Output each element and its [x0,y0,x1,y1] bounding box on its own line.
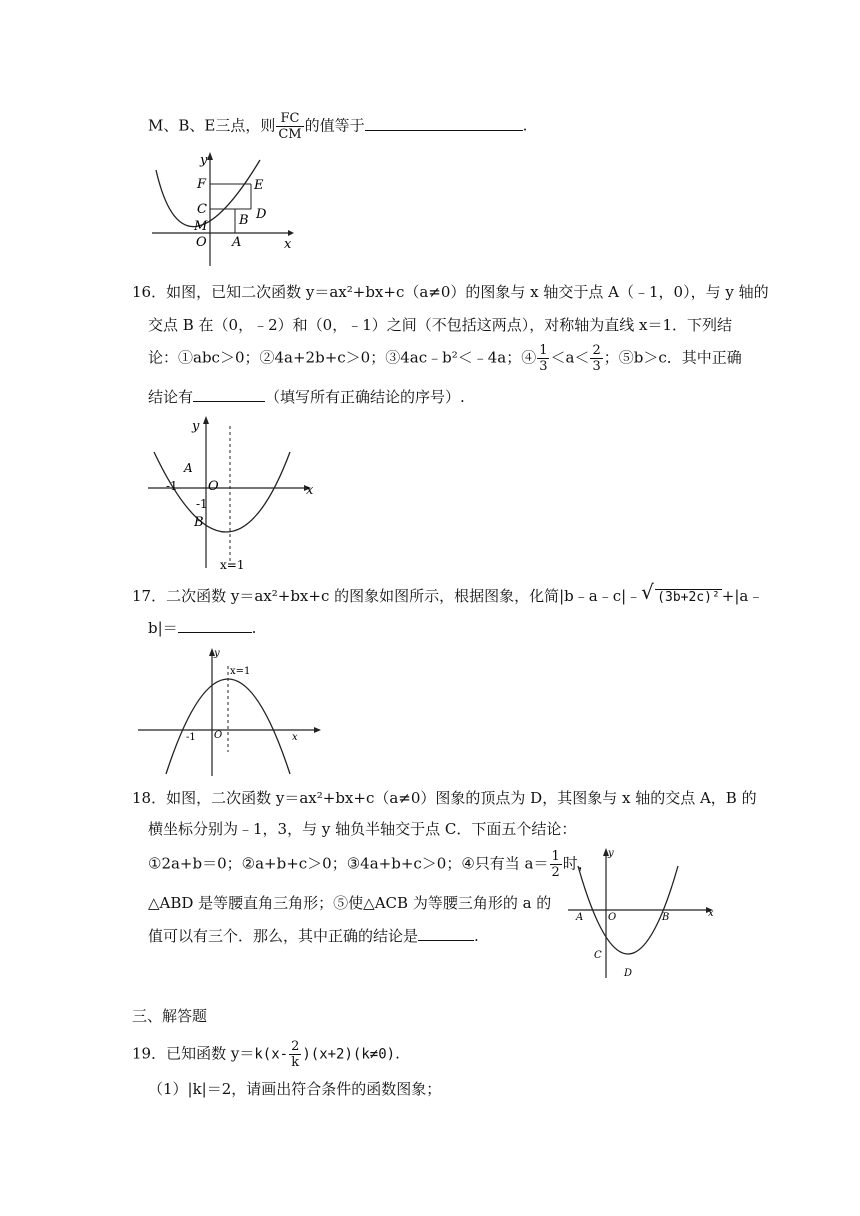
q17-line1-end: +|a﹣ [721,587,764,605]
label-minus1: -1 [166,479,178,493]
q18-line3-b: 时， [562,854,593,873]
q15-fraction [276,112,303,141]
frac-den: k [291,1055,300,1070]
label-C: C [197,202,207,217]
q15-frac-num: FC [276,112,303,127]
q16-frac-one-third [537,344,549,373]
q17-answer-blank[interactable] [178,618,252,633]
q18-line5 [148,925,479,947]
q16-line4-a: 结论有 [148,388,194,406]
label-y: y [192,419,200,434]
q16-line1: 16．如图，已知二次函数 y＝ax²+bx+c（a≠0）的图象与 x 轴交于点 A（﹣1，0），与 y 轴的 [132,283,769,301]
label-axis-x1: x=1 [220,558,245,572]
label-D: D [624,968,633,979]
q16-line4 [148,386,465,408]
q19-end: . [395,1044,400,1063]
q15-end: . [522,116,528,135]
q16-frac-two-thirds [590,344,602,373]
q15-post: 的值等于 [304,116,365,135]
q18-line5-b: . [474,927,479,945]
q15-frac-den: CM [278,127,302,142]
label-x: x [284,237,292,252]
label-y: y [200,153,208,168]
label-O: O [608,912,617,923]
q16-line2: 交点 B 在（0，﹣2）和（0，﹣1）之间（不包括这两点），对称轴为直线 x＝1．下列结 [148,316,733,334]
q17-radicand: (3b+2c)² [657,590,720,605]
label-x: x [708,908,714,919]
q17-sqrt: √ (3b+2c)² [641,580,720,605]
q19-pre: 19．已知函数 y＝ [132,1044,255,1063]
q15-pre: M、B、E三点，则 [148,116,276,135]
label-minus1-y: -1 [196,497,208,511]
label-minus1: -1 [186,732,196,743]
frac-den: 2 [551,865,560,880]
frac-num: 1 [551,849,560,864]
q19-line [132,1040,400,1069]
frac-num: 1 [539,343,548,358]
label-O: O [196,235,207,250]
q16-line3-c: ；⑤b＞c．其中正确 [603,348,742,367]
q17-line2-b: . [251,619,257,637]
q18-line3 [148,850,593,879]
label-C: C [594,950,602,961]
q16-figure [144,412,324,572]
x-axis-arrow [288,230,294,236]
label-B: B [239,213,249,228]
q17-line2-a: b|＝ [148,619,178,637]
label-y: y [214,648,220,659]
label-F: F [197,177,207,192]
label-A: A [184,461,193,475]
frac-num: 2 [592,343,601,358]
q18-line4: △ABD 是等腰直角三角形；⑤使△ACB 为等腰三角形的 a 的 [148,894,552,912]
q18-answer-blank[interactable] [418,926,474,941]
frac-den: 3 [592,359,601,374]
q19-expr-b: )(x+2)(k≠0) [302,1046,396,1063]
label-D: D [256,207,267,222]
q16-line3 [148,344,742,373]
q19-part1: （1）|k|＝2，请画出符合条件的函数图象； [148,1080,442,1098]
y-axis-arrow [207,152,213,160]
q18-frac-half [550,850,562,879]
label-y: y [608,848,614,859]
label-O: O [208,479,219,494]
q15-line [148,112,527,141]
q19-expr-a: k(x- [254,1046,289,1063]
label-O: O [214,730,223,741]
q18-line1: 18．如图，二次函数 y＝ax²+bx+c（a≠0）图象的顶点为 D，其图象与 x 轴的交点 A，B 的 [132,789,757,807]
q17-figure [134,644,334,780]
label-M: M [194,219,208,234]
label-B: B [194,515,204,530]
label-x: x [306,483,314,498]
x-axis-arrow [314,727,321,733]
section-title: 三、解答题 [132,1007,208,1025]
q15-answer-blank[interactable] [365,116,523,131]
q16-answer-blank[interactable] [193,387,265,402]
q18-line2: 横坐标分别为﹣1，3，与 y 轴负半轴交于点 C．下面五个结论： [148,820,577,838]
q17-line2 [148,617,256,639]
q15-figure [148,148,308,272]
q16-line3-a: 论：①abc＞0；②4a+2b+c＞0；③4ac﹣b²＜﹣4a；④ [148,348,537,367]
q16-line4-b: （填写所有正确结论的序号）. [265,388,465,406]
q16-line3-b: ＜a＜ [550,348,590,367]
q18-figure [562,842,722,982]
frac-den: 3 [539,359,548,374]
y-axis-arrow [203,416,209,424]
frac-num: 2 [291,1039,300,1054]
label-A: A [232,235,242,250]
label-E: E [254,178,264,193]
label-B: B [662,912,670,923]
q19-frac [289,1040,301,1069]
q17-line1 [132,580,764,609]
label-x: x [292,732,298,743]
q18-line5-a: 值可以有三个．那么，其中正确的结论是 [148,927,419,945]
q17-line1-text: 17．二次函数 y＝ax²+bx+c 的图象如图所示，根据图象，化简|b﹣a﹣c|﹣ [132,587,642,605]
label-axis-x1: x=1 [230,666,251,677]
q18-line3-a: ①2a+b＝0；②a+b+c＞0；③4a+b+c＞0；④只有当 a＝ [148,854,549,873]
label-A: A [576,912,584,923]
